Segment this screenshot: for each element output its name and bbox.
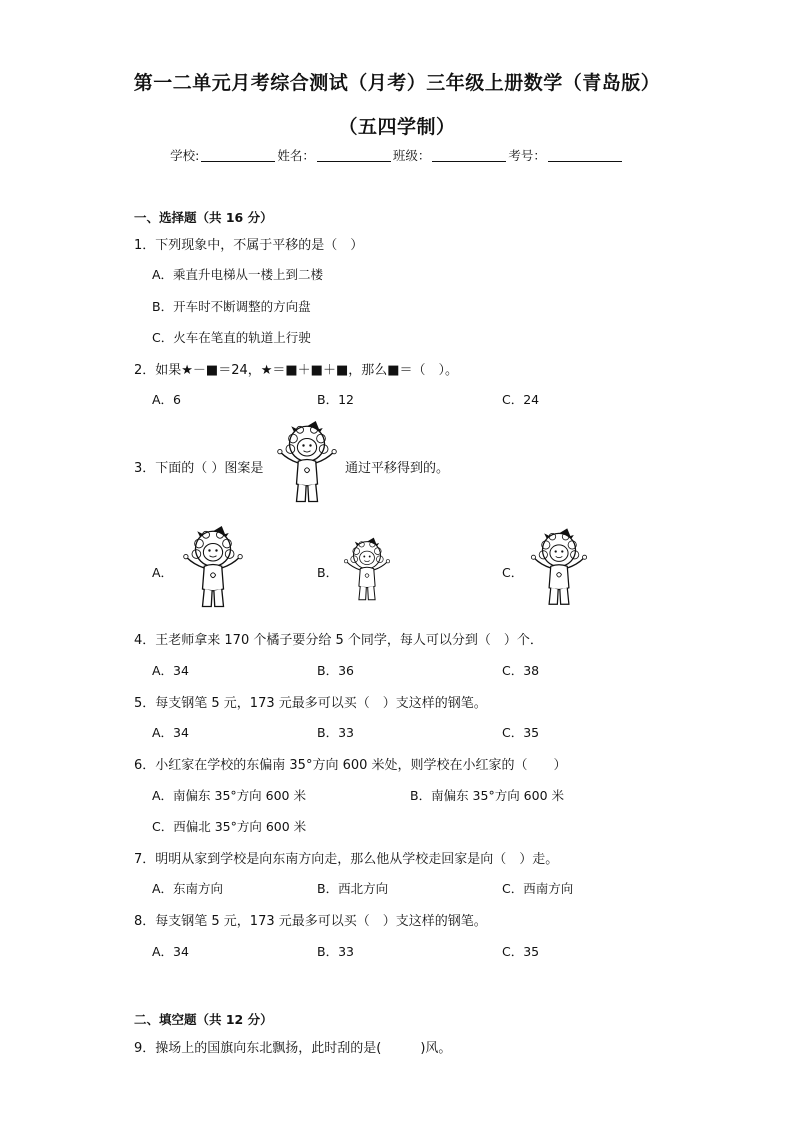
page-subtitle: （五四学制） [338,116,456,138]
question-7: 7．明明从家到学校是向东南方向走，那么他从学校走回家是向（ ）走。 [134,852,559,867]
doll-figure-b [340,534,394,606]
q5-option-c: C．35 [502,725,540,740]
school-blank[interactable] [201,148,275,162]
q7-option-a: A．东南方向 [152,881,224,896]
question-8: 8．每支钢笔 5 元，173 元最多可以买（ ）支这样的钢笔。 [134,914,487,929]
question-2: 2．如果★－■＝24，★＝■＋■＋■，那么■＝（ ）。 [134,363,459,378]
exam-no-label: 考号： [508,148,546,163]
question-3-text-after: 通过平移得到的。 [345,461,450,476]
name-blank[interactable] [317,148,391,162]
student-info-line [0,146,794,164]
page-title: 第一二单元月考综合测试（月考）三年级上册数学（青岛版） [133,72,661,94]
question-6: 6．小红家在学校的东偏南 35°方向 600 米处，则学校在小红家的（ ） [134,758,567,773]
q3-option-a: A． [152,565,174,580]
q5-option-a: A．34 [152,725,189,740]
question-5: 5．每支钢笔 5 元，173 元最多可以买（ ）支这样的钢笔。 [134,696,487,711]
q3-option-b: B． [317,565,339,580]
q6-option-c: C．西偏北 35°方向 600 米 [152,819,307,834]
q5-option-b: B．33 [317,725,354,740]
question-9: 9．操场上的国旗向东北飘扬，此时刮的是( )风。 [134,1041,452,1056]
school-label: 学校: [170,148,200,163]
q6-option-a: A．南偏东 35°方向 600 米 [152,788,306,803]
section-1-title: 一、选择题（共 16 分） [134,210,273,225]
q4-option-a: A．34 [152,663,189,678]
q8-option-b: B．33 [317,944,354,959]
q4-option-b: B．36 [317,663,354,678]
exam-no-blank[interactable] [548,148,622,162]
q7-option-b: B．西北方向 [317,881,389,896]
q4-option-c: C．38 [502,663,540,678]
doll-figure-c [526,524,592,612]
q3-option-c: C． [502,565,524,580]
q1-option-a: A．乘直升电梯从一楼上到二楼 [152,267,324,282]
name-label: 姓名： [277,148,315,163]
class-label: 班级： [392,148,431,163]
q1-option-b: B．开车时不断调整的方向盘 [152,299,311,314]
doll-figure-reference [272,418,342,508]
question-4: 4．王老师拿来 170 个橘子要分给 5 个同学，每人可以分到（ ）个． [134,633,543,648]
q2-option-a: A．6 [152,392,182,407]
q1-option-c: C．火车在笔直的轨道上行驶 [152,330,311,345]
q2-option-c: C．24 [502,392,540,407]
class-blank[interactable] [432,148,506,162]
doll-figure-a [178,524,248,612]
q8-option-a: A．34 [152,944,189,959]
question-1: 1．下列现象中，不属于平移的是（ ） [134,238,364,253]
q8-option-c: C．35 [502,944,540,959]
question-3-text-before: 3．下面的（ ）图案是 [134,461,264,476]
q7-option-c: C．西南方向 [502,881,574,896]
section-2-title: 二、填空题（共 12 分） [134,1012,273,1027]
q2-option-b: B．12 [317,392,354,407]
q6-option-b: B．南偏东 35°方向 600 米 [410,788,565,803]
